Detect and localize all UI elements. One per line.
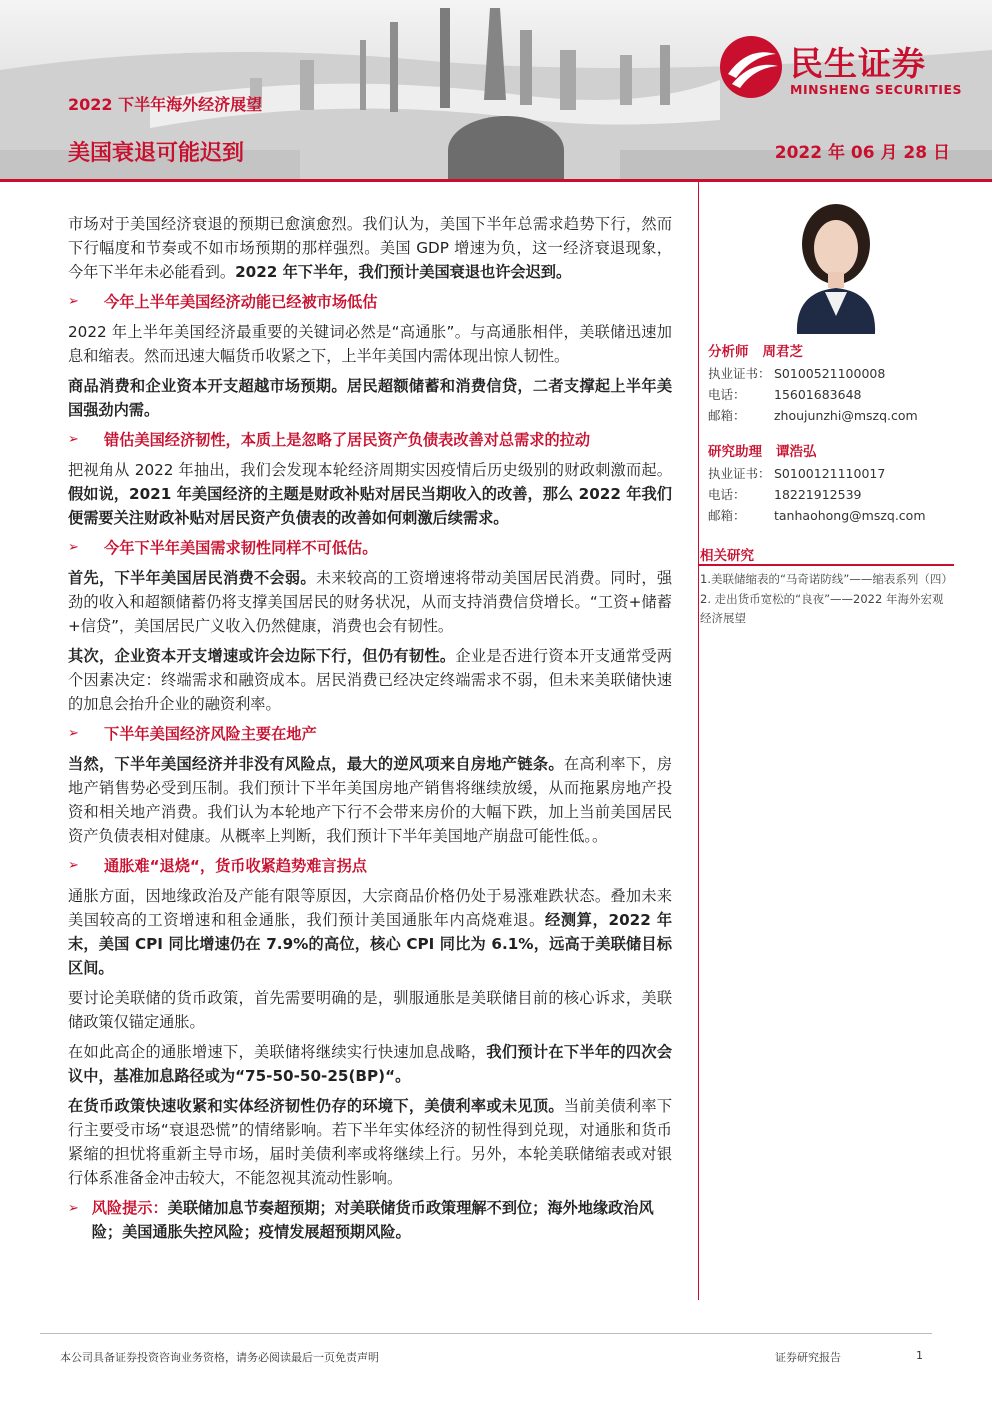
- assistant-info: 研究助理 谭浩弘 执业证书： S0100121110017 电话： 18221912539 邮箱： tanhaohong@mszq.com: [708, 442, 926, 526]
- main-content: [68, 212, 672, 1250]
- related-item-2[interactable]: 2. 走出货币宽松的“良夜”——2022 年海外宏观经济展望: [700, 592, 944, 625]
- intro-paragraph: 市场对于美国经济衰退的预期已愈演愈烈。我们认为，美国下半年总需求趋势下行，然而下行幅度和节奏或不如市场预期的那样强烈。美国 GDP 增速为负，这一经济衰退现象，今年下半年未必能看到。2022 年下半年，我们预计美国衰退也许会迟到。: [68, 215, 672, 281]
- section-heading: ➢ 通胀难“退烧“，货币收紧趋势难言拐点: [68, 854, 672, 878]
- paragraph: 要讨论美联储的货币政策，首先需要明确的是，驯服通胀是美联储目前的核心诉求，美联储政策仅锚定通胀。: [68, 989, 672, 1031]
- assistant-role: 研究助理 谭浩弘: [708, 442, 926, 463]
- assistant-license: S0100121110017: [774, 466, 886, 481]
- related-research-title: 相关研究: [698, 544, 954, 566]
- analyst-phone: 15601683648: [774, 387, 862, 402]
- risk-warning: ➢ 风险提示：美联储加息节奏超预期；对美联储货币政策理解不到位；海外地缘政治风险；美国通胀失控风险；疫情发展超预期风险。: [68, 1196, 672, 1244]
- paragraph: 首先，下半年美国居民消费不会弱。未来较高的工资增速将带动美国居民消费。同时，强劲的收入和超额储蓄仍将支撑美国居民的财务状况，从而支持消费信贷增长。“工资+储蓄+信贷”，美国居民广义收入仍然健康，消费也会有韧性。: [68, 569, 673, 635]
- minsheng-logo-icon: [718, 34, 784, 100]
- header-divider: [0, 179, 992, 182]
- analyst-email: zhoujunzhi@mszq.com: [774, 408, 918, 423]
- header-banner: [0, 0, 992, 180]
- arrow-icon: ➢: [68, 726, 79, 741]
- report-subtitle: 2022 下半年海外经济展望: [68, 95, 263, 114]
- section-heading: ➢ 错估美国经济韧性，本质上是忽略了居民资产负债表改善对总需求的拉动: [68, 428, 672, 452]
- analyst-license: S0100521100008: [774, 366, 886, 381]
- arrow-icon: ➢: [68, 540, 79, 555]
- paragraph: 在如此高企的通胀增速下，美联储将继续实行快速加息战略，我们预计在下半年的四次会议中，基准加息路径或为“75-50-50-25(BP)“。: [68, 1043, 673, 1085]
- paragraph: 其次，企业资本开支增速或许会边际下行，但仍有韧性。企业是否进行资本开支通常受两个因素决定：终端需求和融资成本。居民消费已经决定终端需求不弱，但未来美联储快速的加息会抬升企业的融资利率。: [68, 647, 673, 713]
- analyst-role: 分析师 周君芝: [708, 342, 918, 363]
- analyst-name: 周君芝: [762, 344, 803, 360]
- assistant-email: tanhaohong@mszq.com: [774, 508, 926, 523]
- arrow-icon: ➢: [68, 432, 79, 447]
- column-divider: [698, 182, 699, 1300]
- report-date: 2022 年 06 月 28 日: [774, 143, 950, 163]
- footer-divider: [40, 1333, 932, 1334]
- arrow-icon: ➢: [68, 1201, 79, 1216]
- logo-text-cn: 民生证券: [790, 44, 926, 83]
- company-logo: [718, 34, 968, 104]
- analyst-photo: [773, 192, 899, 334]
- paragraph: 2022 年上半年美国经济最重要的关键词必然是“高通胀”。与高通胀相伴，美联储迅速加息和缩表。然而迅速大幅货币收紧之下，上半年美国内需体现出惊人韧性。: [68, 323, 672, 365]
- assistant-name: 谭浩弘: [776, 444, 817, 460]
- paragraph: 把视角从 2022 年抽出，我们会发现本轮经济周期实因疫情后历史级别的财政刺激而起。假如说，2021 年美国经济的主题是财政补贴对居民当期收入的改善，那么 2022 年我们便需要关注财政补贴对居民资产负债表的改善如何刺激后续需求。: [68, 461, 672, 527]
- paragraph: 通胀方面，因地缘政治及产能有限等原因，大宗商品价格仍处于易涨难跌状态。叠加未来美国较高的工资增速和租金通胀，我们预计美国通胀年内高烧难退。经测算，2022 年末，美国 CPI 同比增速仍在 7.9%的高位，核心 CPI 同比为 6.1%，远高于美联储目标区间。: [68, 887, 673, 977]
- arrow-icon: ➢: [68, 858, 79, 873]
- report-title: 美国衰退可能迟到: [68, 141, 245, 166]
- logo-text-en: MINSHENG SECURITIES: [790, 82, 962, 97]
- analyst-info: 分析师 周君芝 执业证书： S0100521100008 电话： 15601683648 邮箱： zhoujunzhi@mszq.com: [708, 342, 918, 426]
- related-item-1[interactable]: 1.美联储缩表的“马奇诺防线”——缩表系列（四）: [700, 572, 953, 586]
- paragraph: 商品消费和企业资本开支超越市场预期。居民超额储蓄和消费信贷，二者支撑起上半年美国强劲内需。: [68, 377, 672, 419]
- paragraph: 当然，下半年美国经济并非没有风险点，最大的逆风项来自房地产链条。在高利率下，房地产销售势必受到压制。我们预计下半年美国房地产销售将继续放缓，从而拖累房地产投资和相关地产消费。我们认为本轮地产下行不会带来房价的大幅下跌，加上当前美国居民资产负债表相对健康。从概率上判断，我们预计下半年美国地产崩盘可能性低。。: [68, 755, 673, 845]
- arrow-icon: ➢: [68, 294, 79, 309]
- section-heading: ➢ 下半年美国经济风险主要在地产: [68, 722, 672, 746]
- related-research: [698, 544, 954, 629]
- footer-report-type: 证券研究报告: [775, 1351, 841, 1364]
- section-heading: ➢ 今年上半年美国经济动能已经被市场低估: [68, 290, 672, 314]
- paragraph: 在货币政策快速收紧和实体经济韧性仍存的环境下，美债利率或未见顶。当前美债利率下行主要受市场“衰退恐慌”的情绪影响。若下半年实体经济的韧性得到兑现，对通胀和货币紧缩的担忧将重新主导市场，届时美债利率或将继续上行。另外，本轮美联储缩表或对银行体系准备金冲击较大，不能忽视其流动性影响。: [68, 1097, 673, 1187]
- section-heading: ➢ 今年下半年美国需求韧性同样不可低估。: [68, 536, 672, 560]
- assistant-phone: 18221912539: [774, 487, 862, 502]
- footer-disclaimer: 本公司具备证券投资咨询业务资格，请务必阅读最后一页免责声明: [60, 1351, 379, 1364]
- page-number: 1: [916, 1349, 923, 1362]
